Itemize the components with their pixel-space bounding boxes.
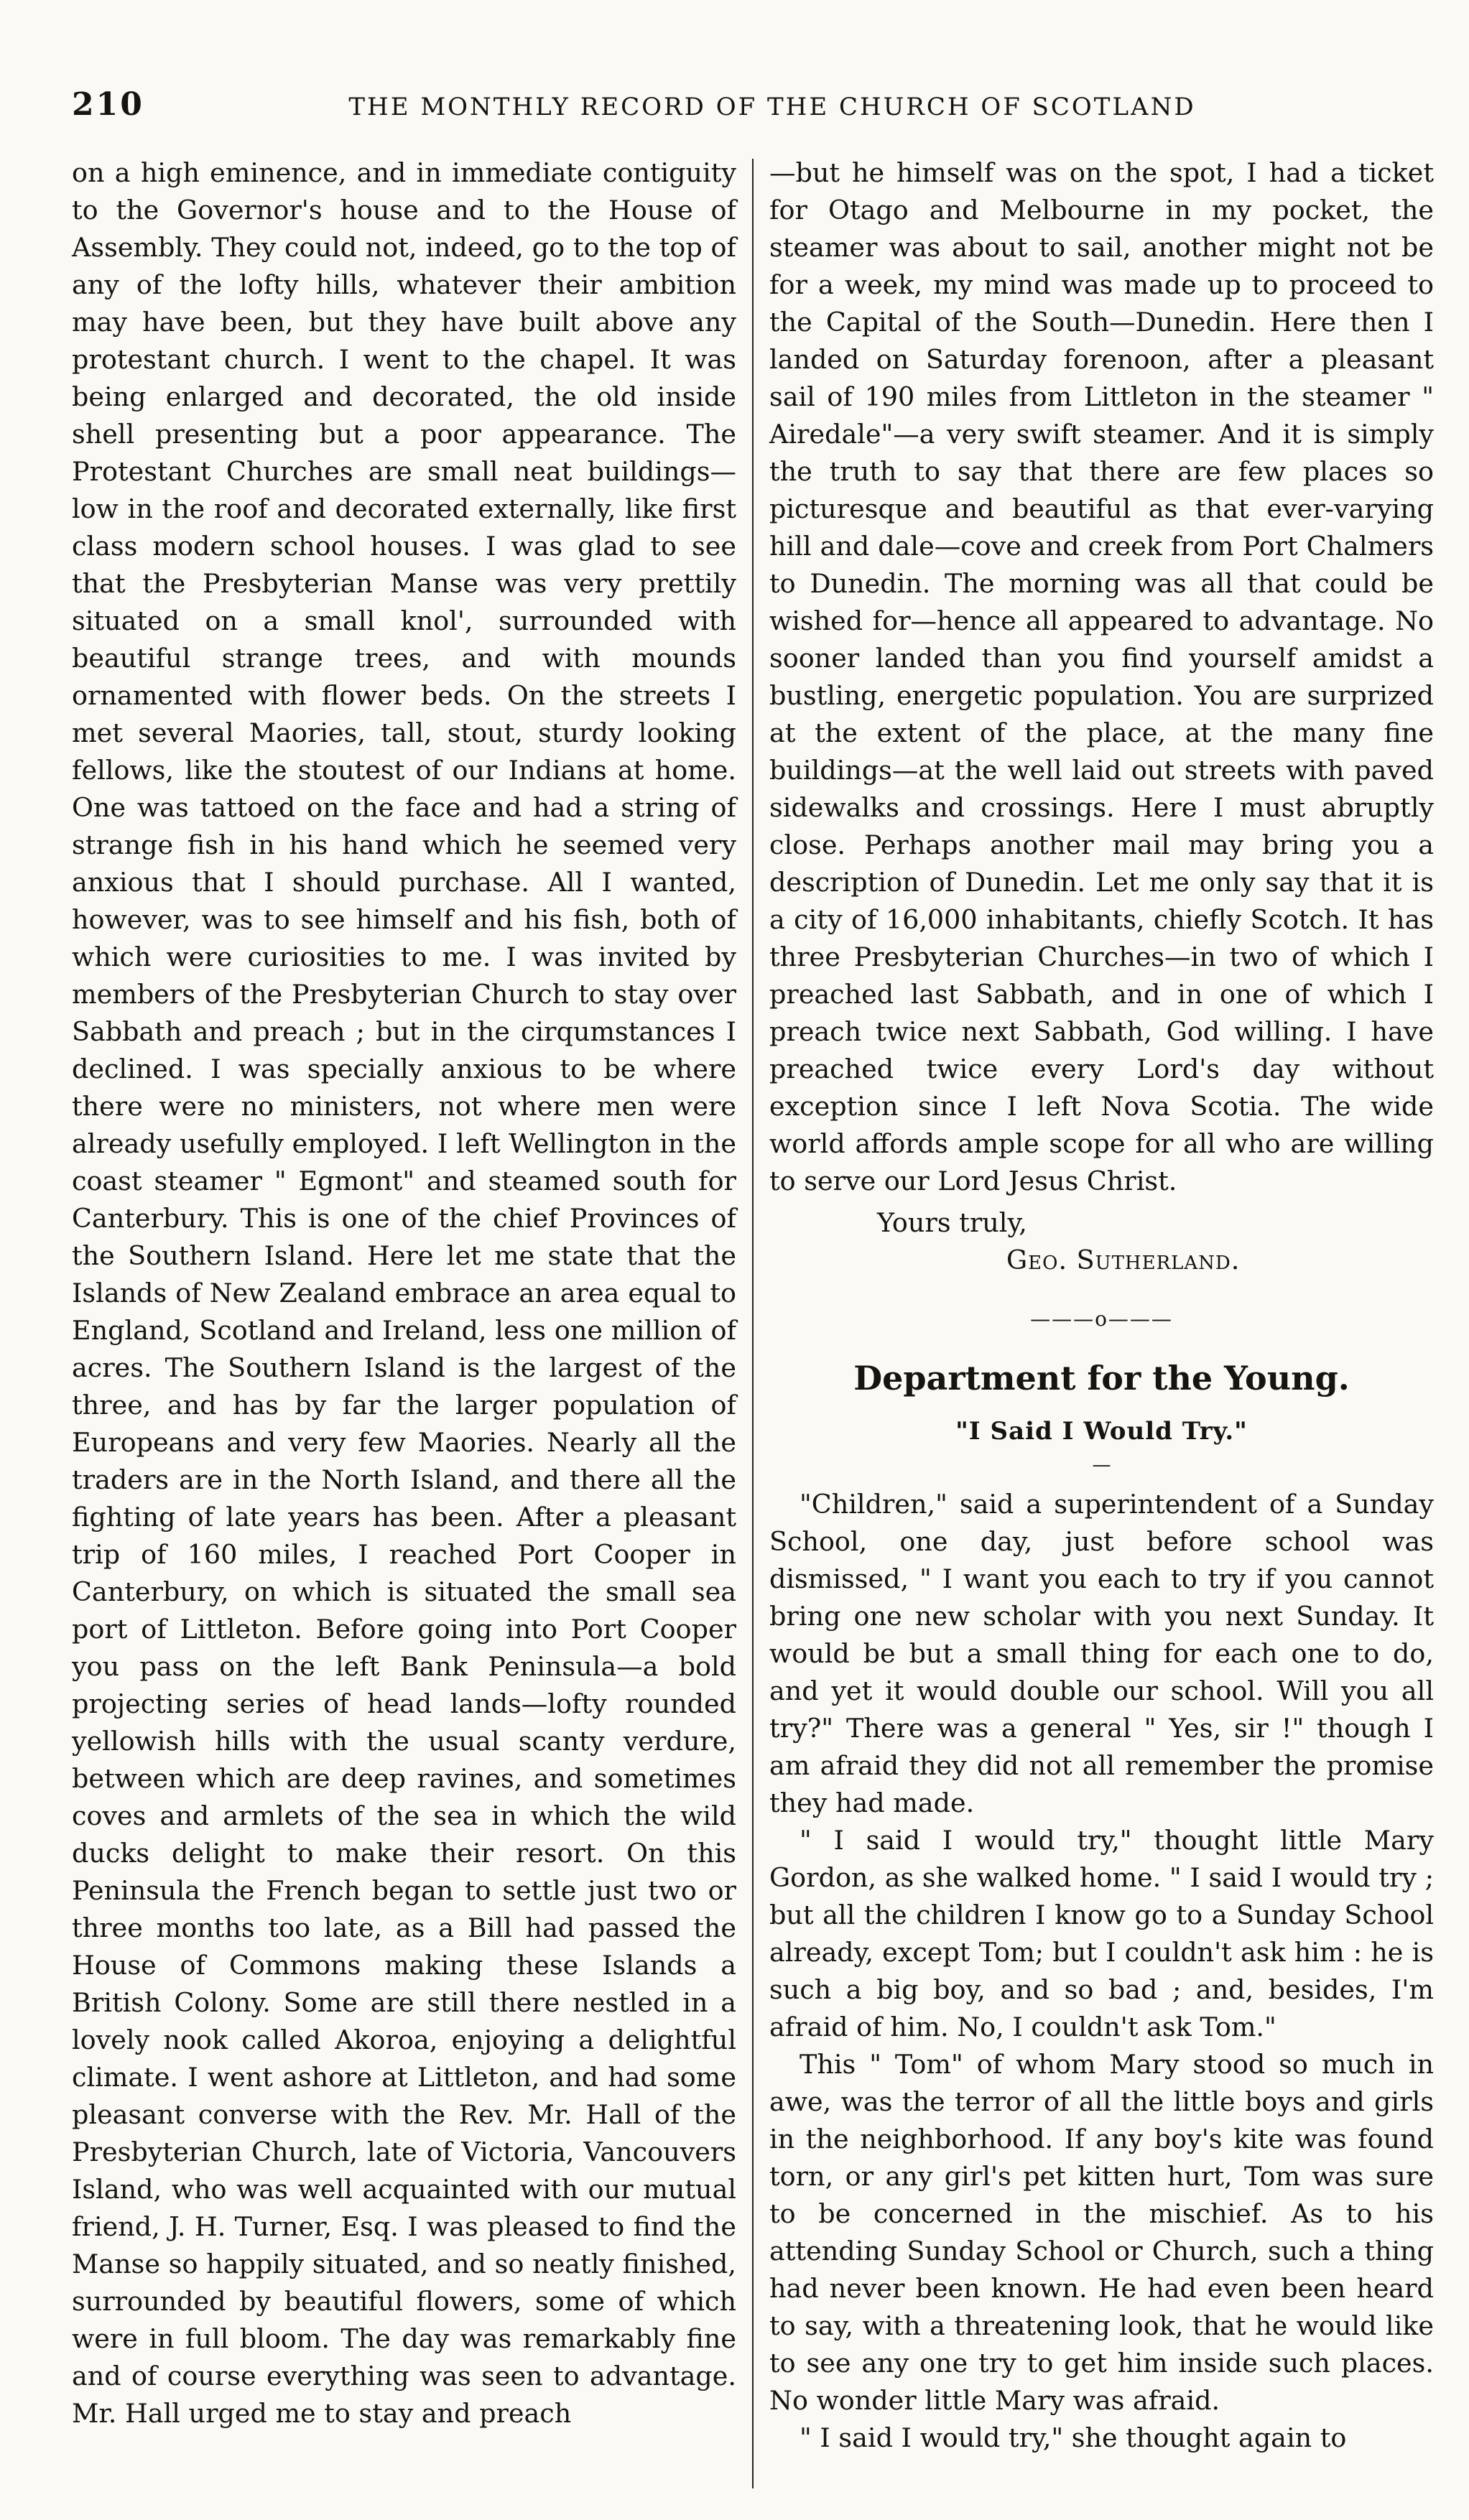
body-paragraph: on a high eminence, and in immediate contiguity to the Governor's house and to the House of Assembly. They could not, indeed, go to the top of any of the lofty hills, whatever their ambition may have been, but they have built above any protestant church. I went to the chapel. It was being enlarged and decorated, the old inside shell presenting but a poor appearance. The Protestant Churches are small neat buildings—low in the roof and decorated externally, like first class modern school houses. I was glad to see that the Presbyterian Manse was very prettily situated on a small knol', surrounded with beautiful strange trees, and with mounds ornamented with flower beds. On the streets I met several Maories, tall, stout, sturdy looking fellows, like the stoutest of our Indians at home. One was tattoed on the face and had a string of strange fish in his hand which he seemed very anxious that I should purchase. All I wanted, however, was to see himself and his fish, both of which were curiosities to me. I was invited by members of the Presbyterian Church to stay over Sabbath and preach ; but in the cirqumstances I declined. I was specially anxious to be where there were no ministers, not where men were already usefully employed. I left Wellington in the coast steamer " Egmont" and steamed south for Canterbury. This is one of the chief Provinces of the Southern Island. Here let me state that the Islands of New Zealand embrace an area equal to England, Scotland and Ireland, less one million of acres. The Southern Island is the largest of the three, and has by far the larger population of Europeans and very few Maories. Nearly all the traders are in the North Island, and there all the fighting of late years has been. After a pleasant trip of 160 miles, I reached Port Cooper in Canterbury, on which is situated the small sea port of Littleton. Before going into Port Cooper you pass on the left Bank Peninsula—a bold projecting series of head lands—lofty rounded yellowish hills with the usual scanty verdure, between which are deep ravines, and sometimes coves and armlets of the sea in which the wild ducks delight to make their resort. On this Peninsula the French began to settle just two or three months too late, as a Bill had passed the House of Commons making these Islands a British Colony. Some are still there nestled in a lovely nook called Akoroa, enjoying a delightful climate. I went ashore at Littleton, and had some pleasant converse with the Rev. Mr. Hall of the Presbyterian Church, late of Victoria, Vancouvers Island, who was well acquainted with our mutual friend, J. H. Turner, Esq. I was pleased to find the Manse so happily situated, and so neatly finished, surrounded by beautiful flowers, some of which were in full bloom. The day was remarkably fine and of course everything was seen to advantage. Mr. Hall urged me to stay and preach	[72, 157, 736, 2429]
story-paragraph: This " Tom" of whom Mary stood so much in awe, was the terror of all the little boys and girls in the neighborhood. If any boy's kite was found torn, or any girl's pet kitten hurt, Tom was sure to be concerned in the mischief. As to his attending Sunday School or Church, such a thing had never been known. He had even been heard to say, with a threatening look, that he would like to see any one try to get him inside such places. No wonder little Mary was afraid.	[769, 2049, 1434, 2416]
page-number: 210	[72, 86, 144, 123]
section-title: Department for the Young.	[853, 1359, 1350, 1398]
right-column	[754, 154, 1434, 2496]
text-columns	[72, 154, 1437, 2496]
section-ornament: ———o———	[1030, 1307, 1173, 1331]
story-paragraph: " I said I would try," thought little Mary Gordon, as she walked home. " I said I would try ; but all the children I know go to a Sunday School already, except Tom; but I couldn't ask him : he is such a big boy, and so bad ; and, besides, I'm afraid of him. No, I couldn't ask Tom."	[769, 1825, 1434, 2042]
running-head: THE MONTHLY RECORD OF THE CHURCH OF SCOTLAND	[348, 93, 1196, 121]
page-header	[72, 86, 1437, 129]
document-page	[72, 86, 1437, 2499]
story-title: "I Said I Would Try."	[955, 1417, 1248, 1446]
story-paragraph: "Children," said a superintendent of a Sunday School, one day, just before school was dismissed, " I want you each to try if you cannot bring one new scholar with you next Sunday. It would be but a small thing for each one to do, and yet it would double our school. Will you all try?" There was a general " Yes, sir !" though I am afraid they did not all remember the promise they had made.	[769, 1489, 1434, 1818]
body-paragraph: —but he himself was on the spot, I had a ticket for Otago and Melbourne in my pocket, the steamer was about to sail, another might not be for a week, my mind was made up to proceed to the Capital of the South—Dunedin. Here then I landed on Saturday forenoon, after a pleasant sail of 190 miles from Littleton in the steamer " Airedale"—a very swift steamer. And it is simply the truth to say that there are few places so picturesque and beautiful as that ever-varying hill and dale—cove and creek from Port Chalmers to Dunedin. The morning was all that could be wished for—hence all appeared to advantage. No sooner landed than you find yourself amidst a bustling, energetic population. You are surprized at the extent of the place, at the many fine buildings—at the well laid out streets with paved sidewalks and crossings. Here I must abruptly close. Perhaps another mail may bring you a description of Dunedin. Let me only say that it is a city of 16,000 inhabitants, chiefly Scotch. It has three Presbyterian Churches—in two of which I preached last Sabbath, and in one of which I preach twice next Sabbath, God willing. I have preached twice every Lord's day without exception since I left Nova Scotia. The wide world affords ample scope for all who are willing to serve our Lord Jesus Christ.	[769, 157, 1434, 1196]
story-paragraph: " I said I would try," she thought again to	[800, 2422, 1347, 2453]
letter-closing: Yours truly,	[877, 1207, 1027, 1238]
title-rule: —	[1092, 1454, 1111, 1476]
letter-signature: Geo. Sutherland.	[1006, 1245, 1241, 1275]
left-column	[72, 154, 752, 2496]
